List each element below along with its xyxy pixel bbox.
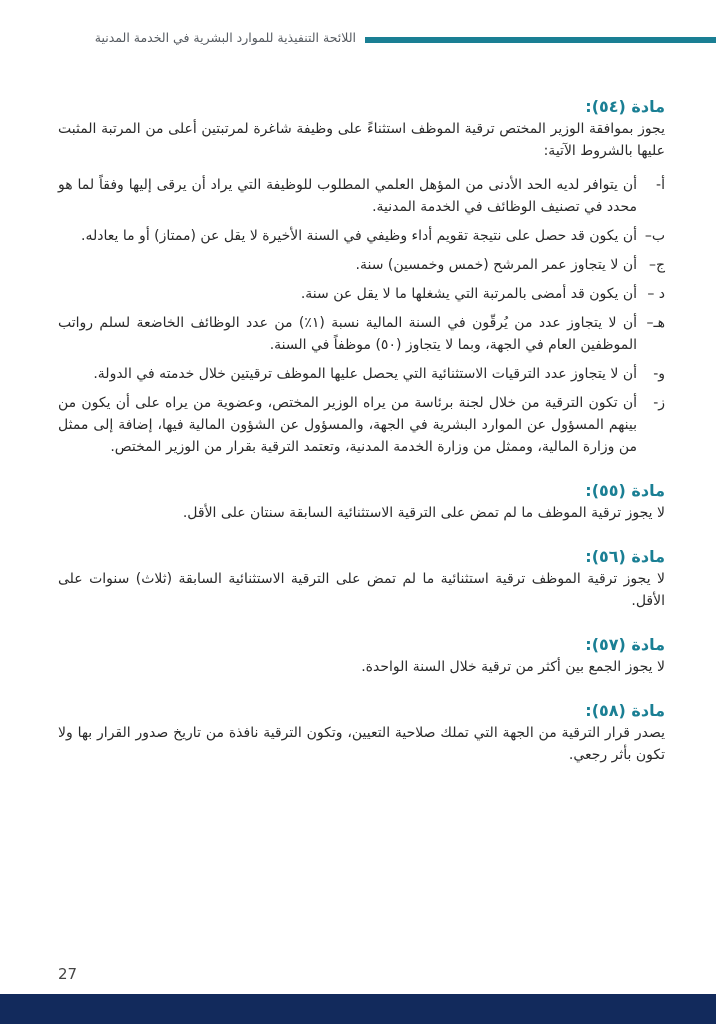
article-54 bbox=[58, 96, 665, 458]
list-text: أن تكون الترقية من خلال لجنة برئاسة من يراه الوزير المختص، وعضوية من يراه على أن يكون من بينهم المسؤول عن الموارد البشرية في الجهة، والمسؤول عن الشؤون المالية فيها، إضافة إلى ممثل من وزارة المالية، وممثل من وزارة الخدمة المدنية، وتعتمد الترقية بقرار من الوزير المختص. bbox=[58, 395, 637, 455]
list-label: ب– bbox=[644, 228, 665, 244]
article-title: مادة (٥٧): bbox=[585, 635, 665, 654]
conditions-list bbox=[58, 174, 665, 458]
list-item bbox=[58, 174, 665, 218]
article-title: مادة (٥٤): bbox=[585, 97, 665, 116]
article-58 bbox=[58, 700, 665, 766]
footer-bar bbox=[0, 994, 716, 1024]
article-title: مادة (٥٨): bbox=[585, 701, 665, 720]
article-text: يجوز بموافقة الوزير المختص ترقية الموظف استثناءً على وظيفة شاغرة لمرتبتين أعلى من المرتبة المثبت عليها بالشروط الآتية: bbox=[58, 121, 665, 159]
article-text: لا يجوز ترقية الموظف ما لم تمض على الترقية الاستثنائية السابقة سنتان على الأقل. bbox=[182, 505, 665, 521]
list-label: هـ– bbox=[646, 315, 665, 331]
header-accent-bar bbox=[365, 37, 716, 43]
list-label: و- bbox=[653, 366, 665, 382]
list-text: أن يكون قد أمضى بالمرتبة التي يشغلها ما لا يقل عن سنة. bbox=[300, 286, 637, 302]
article-text: لا يجوز الجمع بين أكثر من ترقية خلال السنة الواحدة. bbox=[361, 659, 665, 675]
list-text: أن لا يتجاوز عدد الترقيات الاستثنائية التي يحصل عليها الموظف ترقيتين خلال خدمته في الدولة. bbox=[93, 366, 637, 382]
list-label: د – bbox=[647, 286, 665, 302]
list-item bbox=[58, 392, 665, 458]
list-item bbox=[58, 225, 665, 247]
page-number: 27 bbox=[58, 965, 78, 983]
article-title: مادة (٥٦): bbox=[585, 547, 665, 566]
list-item bbox=[58, 254, 665, 276]
article-56 bbox=[58, 546, 665, 612]
list-text: أن يكون قد حصل على نتيجة تقويم أداء وظيفي في السنة الأخيرة لا يقل عن (ممتاز) أو ما يعادله. bbox=[81, 228, 637, 244]
list-item bbox=[58, 312, 665, 356]
list-text: أن لا يتجاوز عمر المرشح (خمس وخمسين) سنة. bbox=[355, 257, 637, 273]
article-57 bbox=[58, 634, 665, 678]
list-item bbox=[58, 283, 665, 305]
list-label: ج– bbox=[648, 257, 665, 273]
list-text: أن يتوافر لديه الحد الأدنى من المؤهل العلمي المطلوب للوظيفة التي يراد أن يرقى إليها وفقاً لما هو محدد في تصنيف الوظائف في الخدمة المدنية. bbox=[58, 177, 637, 215]
list-text: أن لا يتجاوز عدد من يُرقّون في السنة المالية نسبة (١٪) من عدد الوظائف الخاضعة لسلم رواتب الموظفين العام في الجهة، وبما لا يتجاوز (٥٠) موظفاً في السنة. bbox=[58, 315, 637, 353]
article-55 bbox=[58, 480, 665, 524]
list-item bbox=[58, 363, 665, 385]
article-title: مادة (٥٥): bbox=[585, 481, 665, 500]
article-text: يصدر قرار الترقية من الجهة التي تملك صلاحية التعيين، وتكون الترقية نافذة من تاريخ صدور القرار بها ولا تكون بأثر رجعي. bbox=[58, 725, 665, 763]
article-text: لا يجوز ترقية الموظف ترقية استثنائية ما لم تمض على الترقية الاستثنائية السابقة (ثلاث) سنوات على الأقل. bbox=[58, 571, 665, 609]
running-header: اللائحة التنفيذية للموارد البشرية في الخدمة المدنية bbox=[94, 30, 356, 45]
page-body bbox=[58, 96, 665, 788]
list-label: ز- bbox=[653, 395, 665, 411]
list-label: أ- bbox=[656, 177, 665, 193]
